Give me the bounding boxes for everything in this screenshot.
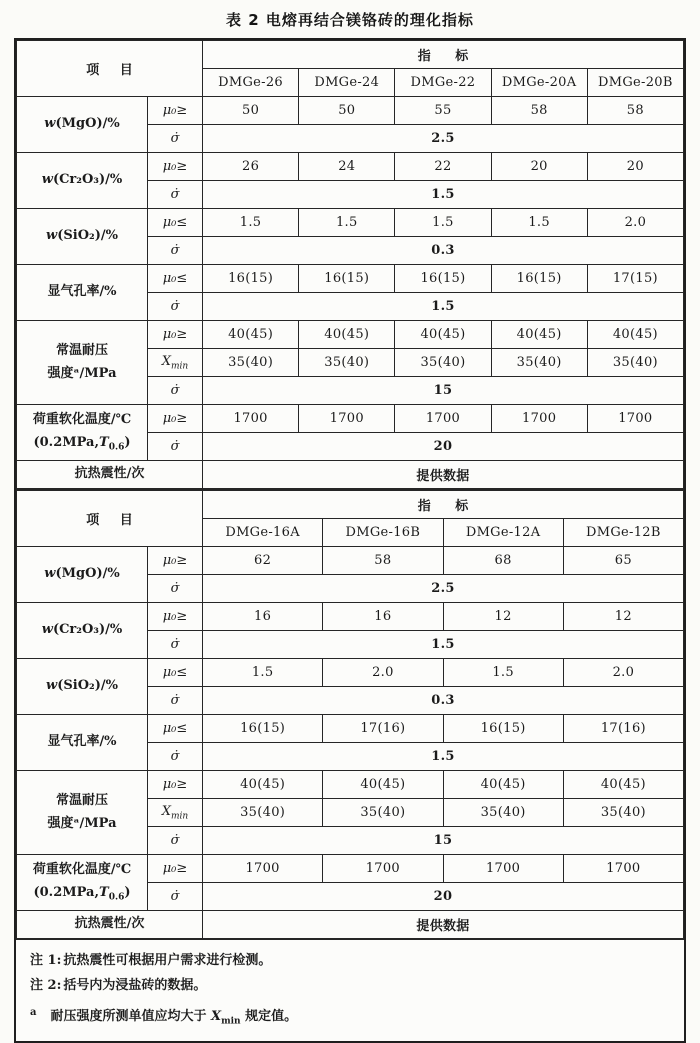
limit-symbol: σ̇: [148, 237, 203, 265]
spec-value: 35(40): [203, 349, 299, 377]
limit-symbol: σ̇: [148, 687, 203, 715]
spec-value: 16: [203, 603, 323, 631]
spec-value: 17(16): [323, 715, 443, 743]
property-label: 显气孔率/%: [17, 715, 148, 771]
limit-symbol: μ₀≥: [148, 855, 203, 883]
table-title: 表 2 电熔再结合镁铬砖的理化指标: [226, 11, 474, 29]
spec-value: 26: [203, 153, 299, 181]
grade-header: DMGe-12B: [563, 519, 683, 547]
spec-value-merged: 0.3: [203, 237, 684, 265]
table-row: [17, 265, 684, 293]
limit-symbol: σ̇: [148, 827, 203, 855]
spec-value: 55: [395, 97, 491, 125]
spec-value-merged: 20: [203, 883, 684, 911]
spec-value: 40(45): [491, 321, 587, 349]
spec-value-merged: 0.3: [203, 687, 684, 715]
limit-symbol: μ₀≤: [148, 715, 203, 743]
limit-symbol: σ̇: [148, 181, 203, 209]
table-row: [17, 603, 684, 631]
spec-value: 35(40): [443, 799, 563, 827]
limit-symbol: μ₀≥: [148, 771, 203, 799]
item-header: 项 目: [17, 41, 203, 97]
note-line: [30, 973, 672, 998]
spec-value-merged: 2.5: [203, 125, 684, 153]
limit-symbol: σ̇: [148, 575, 203, 603]
spec-value-merged: 提供数据: [203, 461, 684, 489]
property-label: 荷重软化温度/℃ $(0.2MPa,T_{0.6})$: [17, 405, 148, 461]
grade-header: DMGe-22: [395, 69, 491, 97]
spec-value: 1.5: [443, 659, 563, 687]
spec-value: 62: [203, 547, 323, 575]
xmin-symbol: X: [161, 353, 172, 369]
spec-value: 17(15): [587, 265, 683, 293]
spec-value: 16: [323, 603, 443, 631]
table-row: [17, 153, 684, 181]
limit-symbol: μ₀≥: [148, 603, 203, 631]
t06-symbol: T: [99, 884, 109, 900]
limit-symbol: μ₀≤: [148, 265, 203, 293]
table-row: [17, 855, 684, 883]
spec-value: 65: [563, 547, 683, 575]
spec-value: 1700: [395, 405, 491, 433]
note-text: 抗热震性可根据用户需求进行检测。: [63, 953, 272, 968]
spec-value: 20: [491, 153, 587, 181]
spec-value-merged: 1.5: [203, 743, 684, 771]
spec-value: 58: [491, 97, 587, 125]
indicator-header: 指 标: [203, 491, 684, 519]
table-row: [17, 911, 684, 939]
spec-value: 40(45): [395, 321, 491, 349]
grade-header: DMGe-26: [203, 69, 299, 97]
property-label: w(Cr₂O₃)/%: [17, 153, 148, 209]
spec-value: 2.0: [323, 659, 443, 687]
note-line: [30, 1003, 672, 1031]
limit-symbol: μ₀≥: [148, 321, 203, 349]
property-label: w(MgO)/%: [17, 97, 148, 153]
t06-symbol: T: [99, 434, 109, 450]
spec-value: 40(45): [563, 771, 683, 799]
table-frame: [14, 38, 686, 1043]
limit-symbol: μ₀≥: [148, 547, 203, 575]
limit-symbol: σ̇: [148, 883, 203, 911]
grade-header: DMGe-20A: [491, 69, 587, 97]
spec-value: 1700: [491, 405, 587, 433]
table-row: [17, 209, 684, 237]
spec-table-section-2-container: [16, 489, 684, 939]
spec-value: 16(15): [443, 715, 563, 743]
spec-value: 1.5: [395, 209, 491, 237]
spec-value: 12: [563, 603, 683, 631]
table-row: [17, 659, 684, 687]
spec-value: 50: [203, 97, 299, 125]
spec-value: 35(40): [323, 799, 443, 827]
property-label: 抗热震性/次: [17, 461, 203, 489]
grade-header: DMGe-16A: [203, 519, 323, 547]
table-row: [17, 715, 684, 743]
spec-value: 16(15): [203, 715, 323, 743]
spec-value: 20: [587, 153, 683, 181]
limit-symbol: $X_{min}$: [148, 349, 203, 377]
limit-symbol: σ̇: [148, 433, 203, 461]
spec-table-section-2: [16, 490, 684, 939]
limit-symbol: σ̇: [148, 743, 203, 771]
note-marker: 注 2:: [30, 978, 62, 994]
table-row: [17, 321, 684, 349]
property-label: 常温耐压 强度ᵃ/MPa: [17, 771, 148, 855]
spec-value: 35(40): [203, 799, 323, 827]
xmin-symbol: X: [211, 1009, 222, 1025]
spec-value: 40(45): [587, 321, 683, 349]
spec-value: 50: [299, 97, 395, 125]
limit-symbol: μ₀≥: [148, 153, 203, 181]
limit-symbol: σ̇: [148, 293, 203, 321]
property-label: 抗热震性/次: [17, 911, 203, 939]
spec-value: 1.5: [203, 659, 323, 687]
spec-value: 1700: [203, 405, 299, 433]
spec-value: 35(40): [491, 349, 587, 377]
indicator-header: 指 标: [203, 41, 684, 69]
limit-symbol: $X_{min}$: [148, 799, 203, 827]
spec-table-section-1: [16, 40, 684, 489]
property-label: w(MgO)/%: [17, 547, 148, 603]
spec-value-merged: 20: [203, 433, 684, 461]
spec-value: 1700: [323, 855, 443, 883]
note-line: [30, 948, 672, 973]
limit-symbol: σ̇: [148, 631, 203, 659]
limit-symbol: μ₀≥: [148, 97, 203, 125]
spec-value-merged: 15: [203, 827, 684, 855]
spec-value: 35(40): [299, 349, 395, 377]
spec-value: 17(16): [563, 715, 683, 743]
spec-value-merged: 15: [203, 377, 684, 405]
spec-value: 35(40): [563, 799, 683, 827]
note-marker: 注 1:: [30, 953, 62, 968]
spec-value: 40(45): [299, 321, 395, 349]
spec-value: 68: [443, 547, 563, 575]
table-row: [17, 771, 684, 799]
spec-value: 35(40): [587, 349, 683, 377]
table-notes: [16, 939, 684, 1041]
property-label: 显气孔率/%: [17, 265, 148, 321]
spec-value: 16(15): [299, 265, 395, 293]
spec-value: 58: [587, 97, 683, 125]
limit-symbol: μ₀≤: [148, 209, 203, 237]
spec-value-merged: 2.5: [203, 575, 684, 603]
table-row: [17, 97, 684, 125]
spec-value: 40(45): [203, 771, 323, 799]
spec-value: 1700: [587, 405, 683, 433]
grade-header: DMGe-16B: [323, 519, 443, 547]
spec-value: 1700: [299, 405, 395, 433]
spec-value-merged: 1.5: [203, 293, 684, 321]
spec-value: 12: [443, 603, 563, 631]
grade-header: DMGe-12A: [443, 519, 563, 547]
spec-value: 22: [395, 153, 491, 181]
xmin-symbol: X: [161, 803, 172, 819]
spec-value: 1700: [203, 855, 323, 883]
spec-value: 1700: [563, 855, 683, 883]
spec-value: 16(15): [395, 265, 491, 293]
spec-value: 40(45): [443, 771, 563, 799]
table-row: [17, 461, 684, 489]
limit-symbol: μ₀≤: [148, 659, 203, 687]
table-row: [17, 547, 684, 575]
spec-value: 40(45): [203, 321, 299, 349]
spec-value: 16(15): [491, 265, 587, 293]
property-label: w(Cr₂O₃)/%: [17, 603, 148, 659]
grade-header: DMGe-20B: [587, 69, 683, 97]
limit-symbol: σ̇: [148, 377, 203, 405]
table-row: [17, 405, 684, 433]
spec-value: 2.0: [587, 209, 683, 237]
grade-header: DMGe-24: [299, 69, 395, 97]
spec-value: 16(15): [203, 265, 299, 293]
spec-value: 35(40): [395, 349, 491, 377]
limit-symbol: σ̇: [148, 125, 203, 153]
spec-value: 1700: [443, 855, 563, 883]
spec-value: 2.0: [563, 659, 683, 687]
spec-value: 1.5: [299, 209, 395, 237]
note-text: 耐压强度所测单值应均大于 $X_{min}$ 规定值。: [50, 1009, 298, 1027]
note-text: 括号内为浸盐砖的数据。: [63, 978, 207, 994]
property-label: w(SiO₂)/%: [17, 659, 148, 715]
spec-value: 1.5: [203, 209, 299, 237]
spec-value-merged: 1.5: [203, 181, 684, 209]
spec-value: 40(45): [323, 771, 443, 799]
property-label: 荷重软化温度/℃ $(0.2MPa,T_{0.6})$: [17, 855, 148, 911]
limit-symbol: μ₀≥: [148, 405, 203, 433]
spec-table-section-1-container: [16, 40, 684, 489]
spec-value-merged: 提供数据: [203, 911, 684, 939]
spec-value: 1.5: [491, 209, 587, 237]
spec-value: 24: [299, 153, 395, 181]
spec-value-merged: 1.5: [203, 631, 684, 659]
item-header: 项 目: [17, 491, 203, 547]
spec-value: 58: [323, 547, 443, 575]
property-label: 常温耐压 强度ᵃ/MPa: [17, 321, 148, 405]
footnote-marker: a: [30, 1006, 37, 1018]
property-label: w(SiO₂)/%: [17, 209, 148, 265]
